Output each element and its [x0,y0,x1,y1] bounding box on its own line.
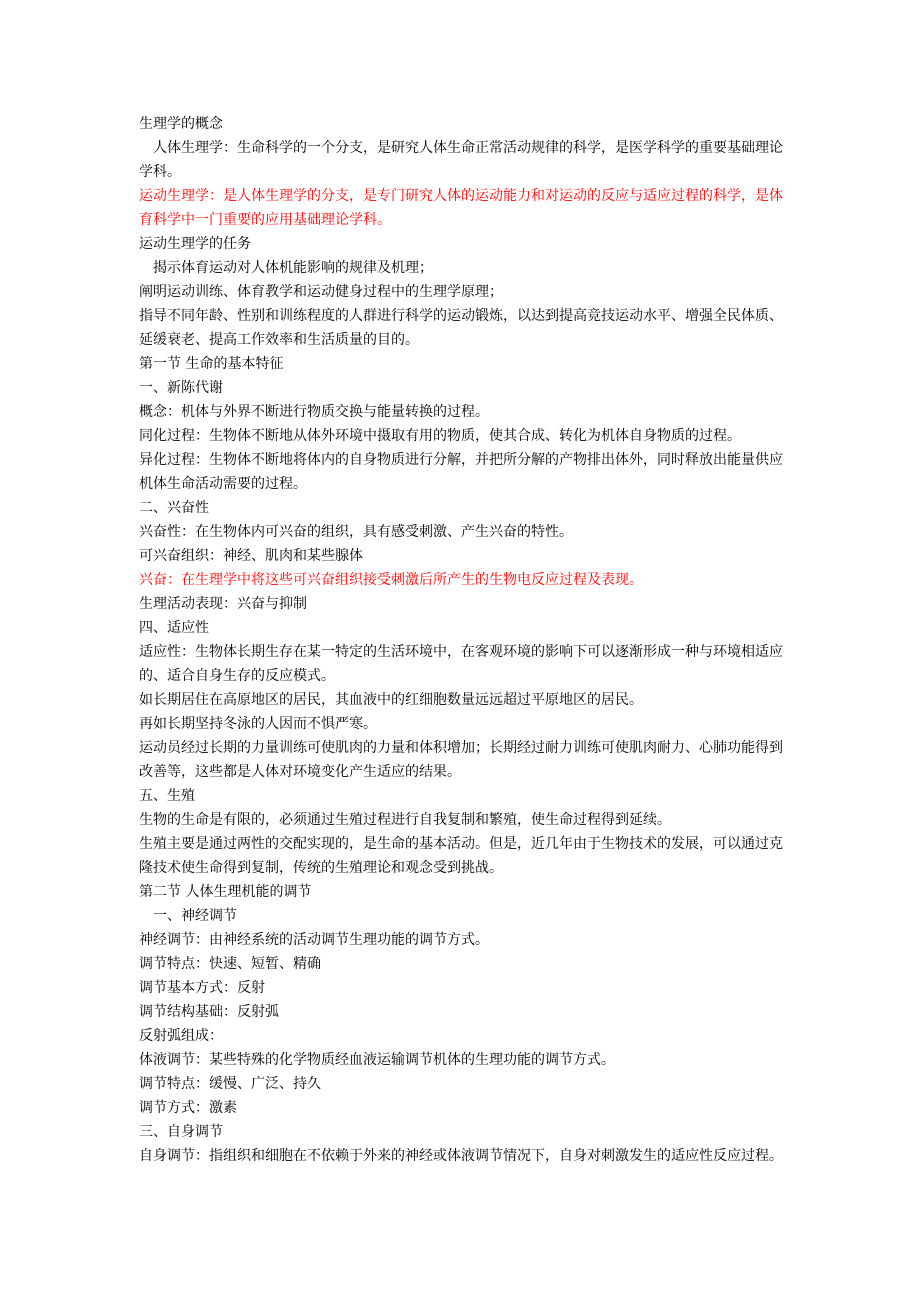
paragraph: 一、新陈代谢 [139,380,223,396]
paragraph: 适应性：生物体长期生存在某一特定的生活环境中，在客观环境的影响下可以逐渐形成一种与环境相适应的、适合自身生存的反应模式。 [139,644,783,684]
paragraph: 调节结构基础：反射弧 [139,1004,279,1020]
paragraph: 二、兴奋性 [139,500,209,516]
paragraph: 运动生理学的任务 [139,236,251,252]
paragraph: 第一节 生命的基本特征 [139,356,284,372]
paragraph: 第二节 人体生理机能的调节 [139,884,312,900]
paragraph: 生物的生命是有限的，必须通过生殖过程进行自我复制和繁殖，使生命过程得到延续。 [139,812,671,828]
paragraph: 阐明运动训练、体育教学和运动健身过程中的生理学原理； [139,284,503,300]
paragraph: 生殖主要是通过两性的交配实现的，是生命的基本活动。但是，近几年由于生物技术的发展，可以通过克隆技术使生命得到复制，传统的生殖理论和观念受到挑战。 [139,836,783,876]
paragraph: 如长期居住在高原地区的居民，其血液中的红细胞数量远远超过平原地区的居民。 [139,692,643,708]
paragraph: 概念：机体与外界不断进行物质交换与能量转换的过程。 [139,404,489,420]
paragraph: 再如长期坚持冬泳的人因而不惧严寒。 [139,716,377,732]
paragraph: 可兴奋组织：神经、肌肉和某些腺体 [139,548,363,564]
paragraph: 四、适应性 [139,620,209,636]
paragraph: 五、生殖 [139,788,195,804]
paragraph: 自身调节：指组织和细胞在不依赖于外来的神经或体液调节情况下，自身对刺激发生的适应性反应过程。 [139,1148,783,1164]
paragraph: 兴奋性：在生物体内可兴奋的组织，具有感受刺激、产生兴奋的特性。 [139,524,573,540]
paragraph: 生理学的概念 [139,116,223,132]
paragraph: 反射弧组成： [139,1028,223,1044]
paragraph: 揭示体育运动对人体机能影响的规律及机理； [153,260,433,276]
paragraph: 异化过程：生物体不断地将体内的自身物质进行分解，并把所分解的产物排出体外，同时释放出能量供应机体生命活动需要的过程。 [139,452,783,492]
paragraph: 一、神经调节 [153,908,237,924]
paragraph: 三、自身调节 [139,1124,223,1140]
document-body [139,112,783,1168]
paragraph: 人体生理学：生命科学的一个分支，是研究人体生命正常活动规律的科学，是医学科学的重要基础理论学科。 [139,140,783,180]
paragraph: 神经调节：由神经系统的活动调节生理功能的调节方式。 [139,932,489,948]
highlighted-paragraph: 兴奋：在生理学中将这些可兴奋组织接受刺激后所产生的生物电反应过程及表现。 [139,572,643,588]
paragraph: 调节基本方式：反射 [139,980,265,996]
paragraph: 调节特点：快速、短暂、精确 [139,956,321,972]
paragraph: 调节方式：激素 [139,1100,237,1116]
paragraph: 指导不同年龄、性别和训练程度的人群进行科学的运动锻炼，以达到提高竞技运动水平、增强全民体质、延缓衰老、提高工作效率和生活质量的目的。 [139,308,783,348]
paragraph: 调节特点：缓慢、广泛、持久 [139,1076,321,1092]
paragraph: 生理活动表现：兴奋与抑制 [139,596,307,612]
paragraph: 运动员经过长期的力量训练可使肌肉的力量和体积增加；长期经过耐力训练可使肌肉耐力、心肺功能得到改善等，这些都是人体对环境变化产生适应的结果。 [139,740,783,780]
paragraph: 同化过程：生物体不断地从体外环境中摄取有用的物质，使其合成、转化为机体自身物质的过程。 [139,428,741,444]
highlighted-paragraph: 运动生理学：是人体生理学的分支，是专门研究人体的运动能力和对运动的反应与适应过程的科学，是体育科学中一门重要的应用基础理论学科。 [139,188,783,228]
paragraph: 体液调节：某些特殊的化学物质经血液运输调节机体的生理功能的调节方式。 [139,1052,615,1068]
